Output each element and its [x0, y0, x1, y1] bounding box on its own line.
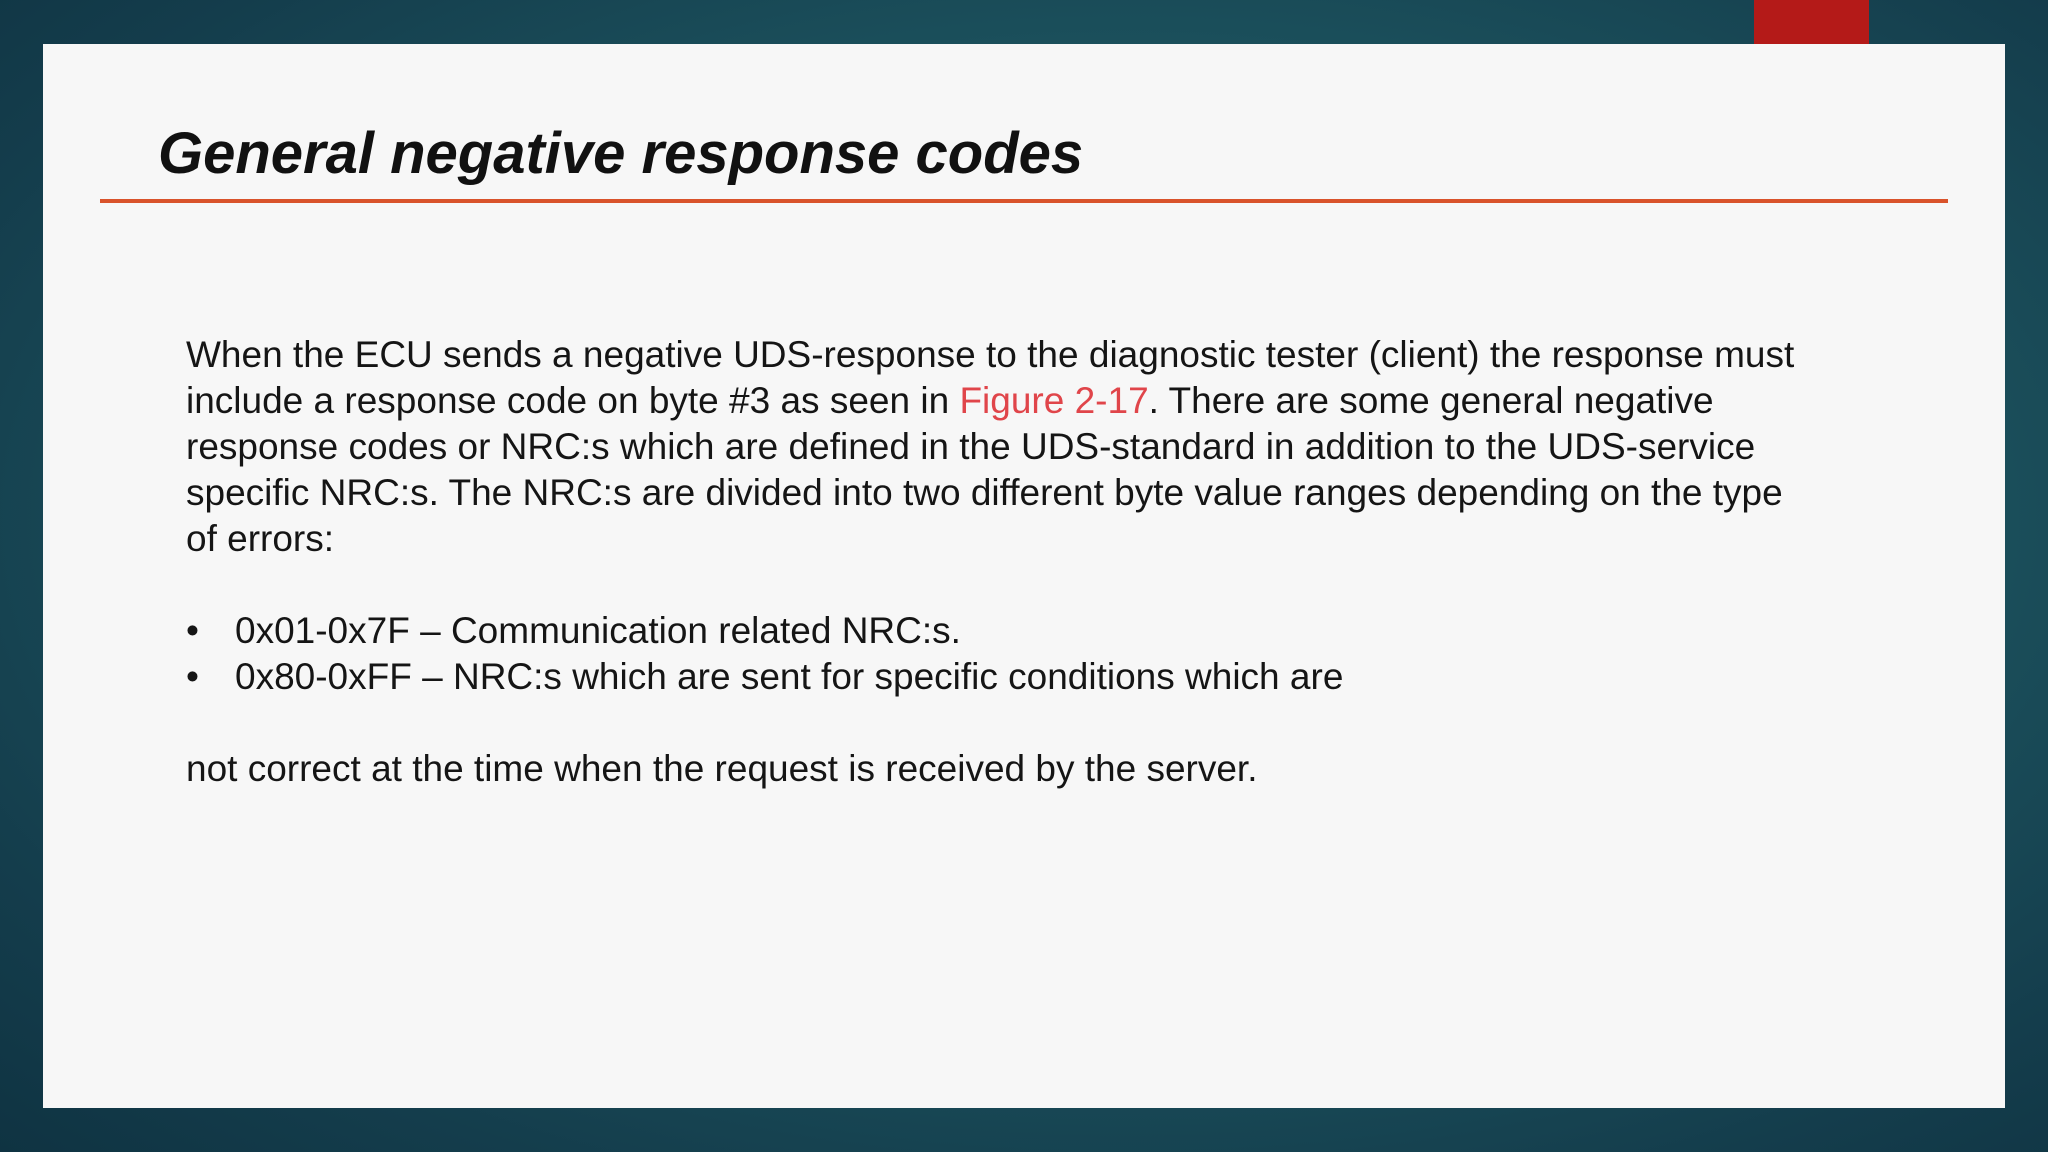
- corner-accent-block: [1754, 0, 1869, 44]
- list-item-text: 0x80-0xFF – NRC:s which are sent for specific conditions which are: [235, 656, 1344, 697]
- intro-paragraph: [186, 332, 1806, 562]
- paragraph-spacer: [186, 562, 1806, 608]
- intro-text-before-link: When the ECU sends a negative UDS-response to the diagnostic tester (client) the response must include a response code on byte #3 as seen in: [186, 334, 1795, 421]
- paragraph-spacer: [186, 700, 1806, 746]
- slide-body: [186, 332, 1806, 792]
- nrc-range-list: [186, 608, 1806, 700]
- list-item: [186, 654, 1806, 700]
- list-item-text: 0x01-0x7F – Communication related NRC:s.: [235, 610, 961, 651]
- closing-paragraph: not correct at the time when the request is received by the server.: [186, 748, 1258, 789]
- bullet-icon: •: [186, 656, 199, 697]
- slide-panel: [43, 44, 2005, 1108]
- intro-text-after-link: . There are some general negative response codes or NRC:s which are defined in the UDS-standard in addition to the UDS-service specific NRC:s. The NRC:s are divided into two different byte value ranges depending on the type of errors:: [186, 380, 1783, 559]
- figure-link[interactable]: Figure 2-17: [959, 380, 1149, 421]
- list-item: [186, 608, 1806, 654]
- bullet-icon: •: [186, 610, 199, 651]
- title-divider: [100, 199, 1948, 203]
- slide-title: General negative response codes: [158, 121, 1084, 186]
